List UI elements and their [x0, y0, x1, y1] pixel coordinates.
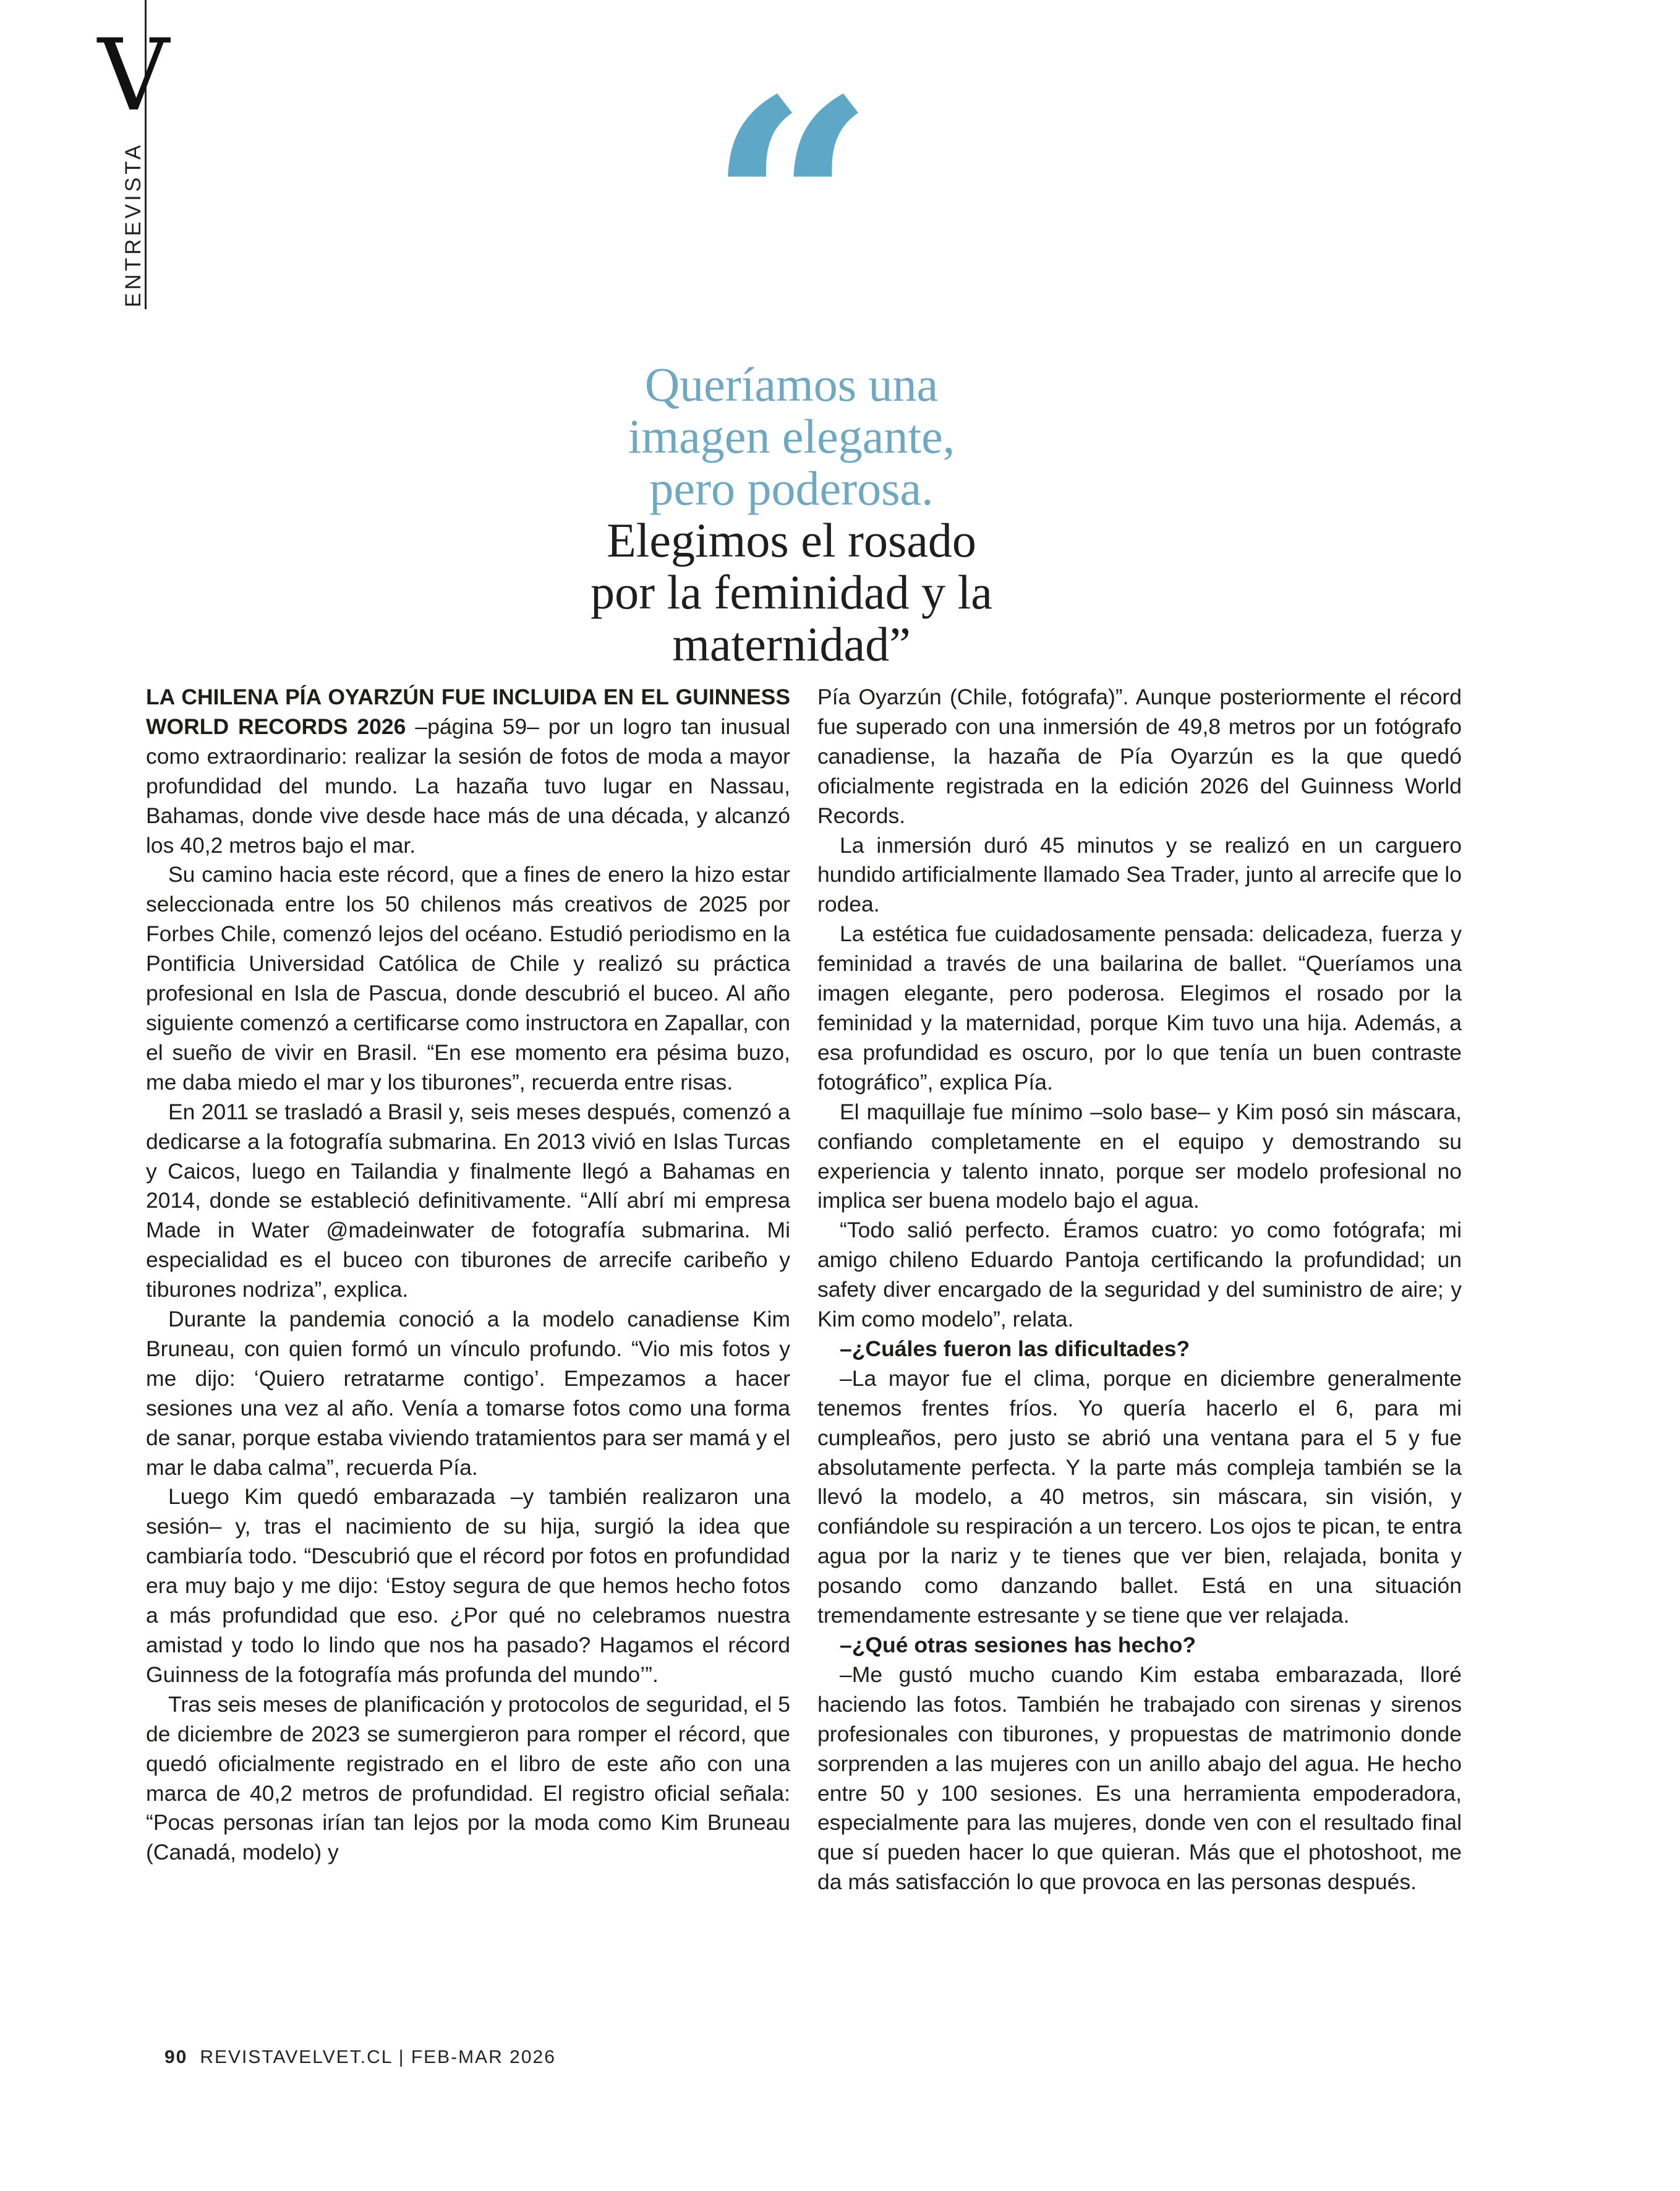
section-label: ENTREVISTA [121, 142, 145, 307]
article-column-right [817, 683, 1462, 1897]
article-column-left [146, 683, 790, 1868]
article-paragraph: Tras seis meses de planificación y protocolos de seguridad, el 5 de diciembre de 2023 se sumergieron para romper el récord, que quedó oficialmente registrado en el libro de este año con una marca de 40,2 metros de profundidad. El registro oficial señala: “Pocas personas irían tan lejos por la moda como Kim Bruneau (Canadá, modelo) y [146, 1691, 790, 1865]
magazine-logo: V [98, 17, 169, 133]
pull-quote-highlight: Queríamos una imagen elegante, pero poderosa. [628, 357, 955, 515]
article-paragraph: El maquillaje fue mínimo –solo base– y Kim posó sin máscara, confiando completamente en el equipo y demostrando su experiencia y talento innato, porque ser modelo profesional no implica ser buena modelo bajo el agua. [817, 1099, 1462, 1213]
quote-mark-icon: “ [707, 36, 876, 378]
article-paragraph: En 2011 se trasladó a Brasil y, seis meses después, comenzó a dedicarse a la fotografía submarina. En 2013 vivió en Islas Turcas y Caicos, luego en Tailandia y finalmente llegó a Bahamas en 2014, donde se estableció definitivamente. “Allí abrí mi empresa Made in Water @madeinwater de fotografía submarina. Mi especialidad es el buceo con tiburones de arrecife caribeño y tiburones nodriza”, explica. [146, 1099, 790, 1302]
article-paragraph: “Todo salió perfecto. Éramos cuatro: yo como fotógrafa; mi amigo chileno Eduardo Pantoja certificando la profundidad; un safety diver encargado de la seguridad y del suministro de aire; y Kim como modelo”, relata. [817, 1218, 1462, 1332]
article-lead: LA CHILENA PÍA OYARZÚN FUE INCLUIDA EN EL GUINNESS WORLD RECORDS 2026 [146, 685, 790, 739]
article-paragraph [146, 683, 790, 860]
interview-question: –¿Cuáles fueron las dificultades? [840, 1336, 1190, 1361]
article-paragraph: Su camino hacia este récord, que a fines de enero la hizo estar seleccionada entre los 50 chilenos más creativos de 2025 por Forbes Chile, comenzó lejos del océano. Estudió periodismo en la Pontificia Universidad Católica de Chile y realizó su práctica profesional en Isla de Pascua, donde descubrió el buceo. Al año siguiente comenzó a certificarse como instructora en Zapallar, con el sueño de vivir en Brasil. “En ese momento era pésima buzo, me daba miedo el mar y los tiburones”, recuerda entre risas. [146, 862, 790, 1095]
article-lead-continuation: –página 59– por un logro tan inusual como extraordinario: realizar la sesión de fotos de moda a mayor profundidad del mundo. La hazaña tuvo lugar en Nassau, Bahamas, donde vive desde hace más de una década, y alcanzó los 40,2 metros bajo el mar. [146, 714, 791, 858]
article-paragraph: La inmersión duró 45 minutos y se realizó en un carguero hundido artificialmente llamado Sea Trader, junto al arrecife que lo rodea. [817, 832, 1462, 917]
article-paragraph: Luego Kim quedó embarazada –y también realizaron una sesión– y, tras el nacimiento de su hija, surgió la idea que cambiaría todo. “Descubrió que el récord por fotos en profundidad era muy bajo y me dijo: ‘Estoy segura de que hemos hecho fotos a más profundidad que eso. ¿Por qué no celebramos nuestra amistad y todo lo lindo que nos ha pasado? Hagamos el récord Guinness de la fotografía más profunda del mundo’”. [146, 1484, 790, 1687]
article-paragraph: –Me gustó mucho cuando Kim estaba embarazada, lloré haciendo las fotos. También he trabajado con sirenas y sirenos profesionales con tiburones, y propuestas de matrimonio donde sorprenden a las mujeres con un anillo abajo del agua. He hecho entre 50 y 100 sesiones. Es una herramienta empoderadora, especialmente para las mujeres, donde ven con el resultado final que sí pueden hacer lo que quieran. Más que el photoshoot, me da más satisfacción lo que provoca en las personas después. [817, 1662, 1462, 1895]
pull-quote [513, 36, 1070, 671]
publication-info: REVISTAVELVET.CL | FEB-MAR 2026 [200, 2047, 556, 2067]
pull-quote-text: Elegimos el rosado por la feminidad y la maternidad” [591, 513, 992, 671]
article-paragraph: La estética fue cuidadosamente pensada: delicadeza, fuerza y feminidad a través de una bailarina de ballet. “Queríamos una imagen elegante, pero poderosa. Elegimos el rosado por la feminidad y la maternidad, porque Kim tuvo una hija. Además, a esa profundidad es oscuro, por lo que tenía un buen contraste fotográfico”, explica Pía. [817, 921, 1462, 1095]
article-paragraph: Durante la pandemia conoció a la modelo canadiense Kim Bruneau, con quien formó un vínculo profundo. “Vio mis fotos y me dijo: ‘Quiero retratarme contigo’. Empezamos a hacer sesiones una vez al año. Venía a tomarse fotos como una forma de sanar, porque estaba viviendo tratamientos para ser mamá y el mar le daba calma”, recuerda Pía. [146, 1307, 790, 1480]
page-number: 90 [164, 2047, 188, 2067]
page-footer [164, 2047, 556, 2068]
interview-question: –¿Qué otras sesiones has hecho? [840, 1633, 1196, 1657]
article-paragraph: Pía Oyarzún (Chile, fotógrafa)”. Aunque posteriormente el récord fue superado con una inmersión de 49,8 metros por un fotógrafo canadiense, la hazaña de Pía Oyarzún es la que quedó oficialmente registrada en la edición 2026 del Guinness World Records. [817, 685, 1462, 828]
article-paragraph: –La mayor fue el clima, porque en diciembre generalmente tenemos frentes fríos. Yo quería hacerlo el 6, para mi cumpleaños, pero justo se abrió una ventana para el 5 y fue absolutamente perfecta. Y la parte más compleja también se la llevó la modelo, a 40 metros, sin máscara, sin visión, y confiándole su respiración a un tercero. Los ojos te pican, te entra agua por la nariz y te tienes que ver bien, relajada, bonita y posando como danzando ballet. Está en una situación tremendamente estresante y se tiene que ver relajada. [817, 1365, 1462, 1628]
